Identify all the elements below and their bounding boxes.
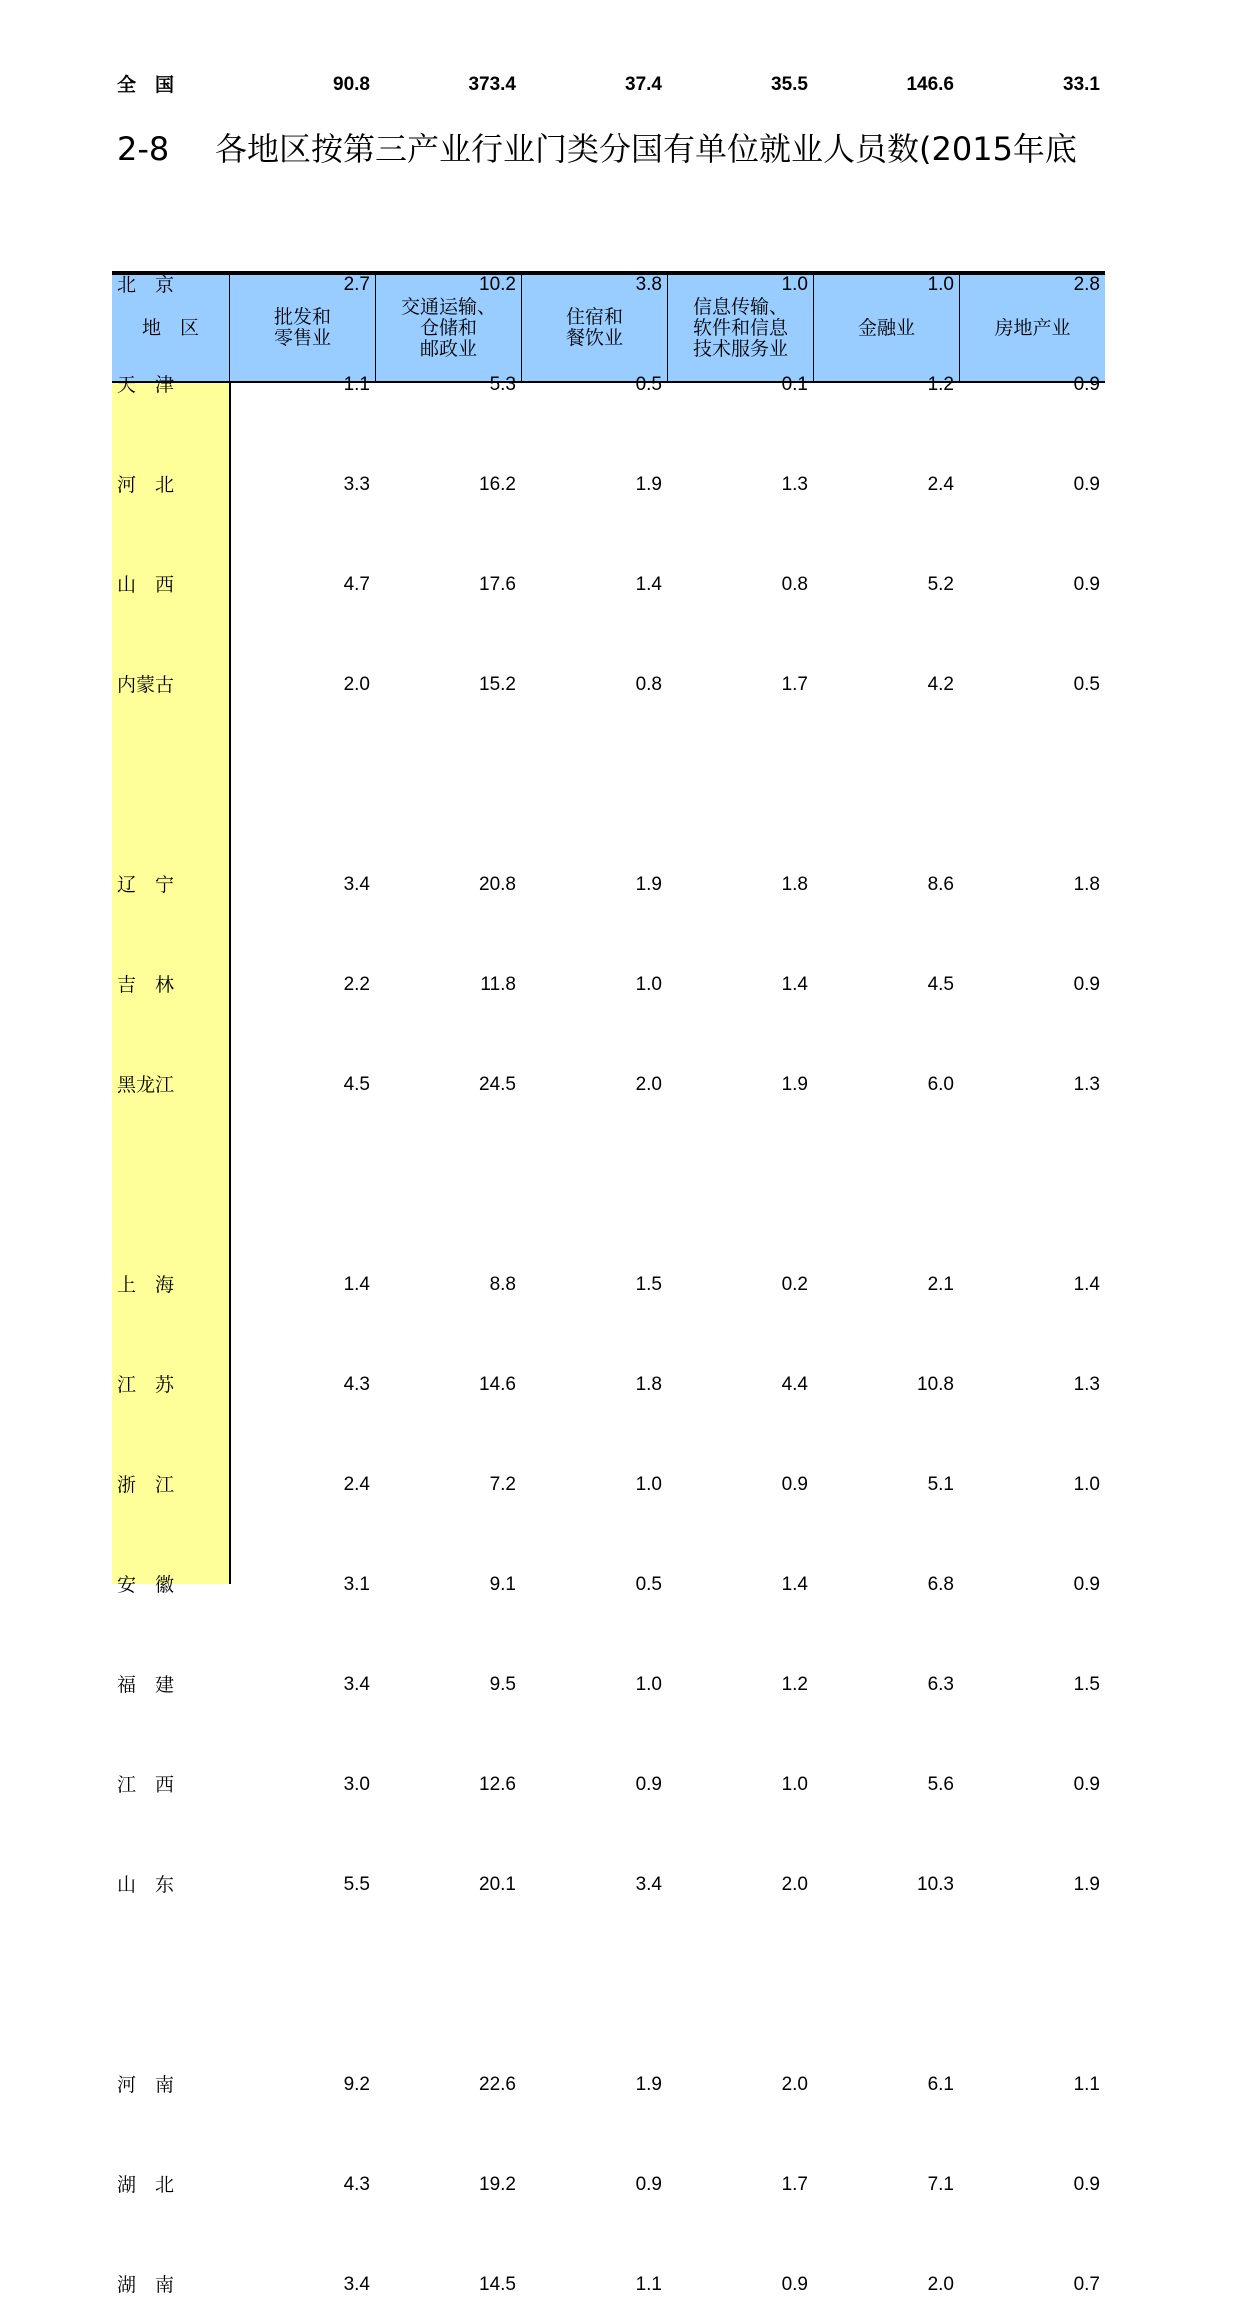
value-cell: 1.8: [1073, 874, 1100, 895]
value-cell: 1.0: [635, 1474, 662, 1495]
value-cell: 2.1: [927, 1274, 954, 1295]
value-cell: 1.9: [635, 474, 662, 495]
region-name: 辽 宁: [117, 874, 175, 896]
region-name: 山 西: [117, 574, 175, 596]
value-cell: 6.8: [927, 1574, 954, 1595]
value-cell: 0.9: [781, 1474, 808, 1495]
value-cell: 14.6: [479, 1374, 516, 1395]
value-cell: 19.2: [479, 2174, 516, 2195]
table-row: [112, 1767, 1105, 1803]
table-row: [112, 1067, 1105, 1103]
value-cell: 1.0: [635, 974, 662, 995]
value-cell: 0.9: [1073, 574, 1100, 595]
total-row: [112, 67, 1105, 103]
region-name: 天 津: [117, 374, 175, 396]
value-cell: 0.9: [781, 2274, 808, 2295]
value-cell: 20.8: [479, 874, 516, 895]
value-cell: 0.9: [1073, 974, 1100, 995]
table-row: [112, 967, 1105, 1003]
value-cell: 2.0: [927, 2274, 954, 2295]
value-cell: 14.5: [479, 2274, 516, 2295]
value-cell: 0.1: [781, 374, 808, 395]
value-cell: 5.6: [927, 1774, 954, 1795]
value-cell: 4.3: [343, 1374, 370, 1395]
value-cell: 4.5: [343, 1074, 370, 1095]
value-cell: 35.5: [771, 74, 808, 95]
value-cell: 0.9: [1073, 374, 1100, 395]
value-cell: 1.0: [927, 274, 954, 295]
value-cell: 33.1: [1063, 74, 1100, 95]
table-row: [112, 2167, 1105, 2203]
region-name: 湖 南: [117, 2274, 175, 2296]
value-cell: 3.1: [343, 1574, 370, 1595]
value-cell: 16.2: [479, 474, 516, 495]
value-cell: 1.9: [635, 874, 662, 895]
value-cell: 5.2: [927, 574, 954, 595]
region-name: 湖 北: [117, 2174, 175, 2196]
value-cell: 2.4: [343, 1474, 370, 1495]
value-cell: 0.5: [1073, 674, 1100, 695]
region-name: 全 国: [117, 74, 175, 96]
value-cell: 2.0: [781, 2074, 808, 2095]
value-cell: 1.5: [635, 1274, 662, 1295]
value-cell: 1.0: [781, 1774, 808, 1795]
value-cell: 1.3: [1073, 1374, 1100, 1395]
value-cell: 11.8: [480, 974, 516, 995]
value-cell: 9.1: [489, 1574, 516, 1595]
table-row: [112, 1267, 1105, 1303]
table-row: [112, 667, 1105, 703]
header-wholesale-retail: 批发和 零售业: [229, 275, 375, 381]
value-cell: 5.3: [489, 374, 516, 395]
value-cell: 1.9: [781, 1074, 808, 1095]
region-name: 内蒙古: [117, 674, 175, 696]
value-cell: 15.2: [479, 674, 516, 695]
value-cell: 1.8: [635, 1374, 662, 1395]
value-cell: 0.9: [635, 2174, 662, 2195]
value-cell: 1.8: [781, 874, 808, 895]
value-cell: 1.4: [343, 1274, 370, 1295]
region-name: 北 京: [117, 274, 175, 296]
value-cell: 5.5: [343, 1874, 370, 1895]
value-cell: 2.0: [635, 1074, 662, 1095]
region-name: 福 建: [117, 1674, 175, 1696]
value-cell: 1.1: [343, 374, 370, 395]
table-row: [112, 867, 1105, 903]
table-row: [112, 1467, 1105, 1503]
value-cell: 2.7: [343, 274, 370, 295]
table-row: [112, 1867, 1105, 1903]
value-cell: 20.1: [479, 1874, 516, 1895]
value-cell: 0.9: [1073, 474, 1100, 495]
region-name: 山 东: [117, 1874, 175, 1896]
table-row: [112, 567, 1105, 603]
value-cell: 6.3: [927, 1674, 954, 1695]
value-cell: 1.2: [927, 374, 954, 395]
table-row: [112, 1567, 1105, 1603]
value-cell: 3.4: [635, 1874, 662, 1895]
value-cell: 10.2: [479, 274, 516, 295]
value-cell: 1.7: [781, 674, 808, 695]
region-name: 上 海: [117, 1274, 175, 1296]
value-cell: 3.3: [343, 474, 370, 495]
value-cell: 1.3: [781, 474, 808, 495]
region-name: 江 苏: [117, 1374, 175, 1396]
region-name: 河 南: [117, 2074, 175, 2096]
value-cell: 1.9: [1073, 1874, 1100, 1895]
value-cell: 0.9: [1073, 1574, 1100, 1595]
region-name: 吉 林: [117, 974, 175, 996]
value-cell: 4.4: [781, 1374, 808, 1395]
value-cell: 4.2: [927, 674, 954, 695]
value-cell: 1.9: [635, 2074, 662, 2095]
value-cell: 2.8: [1073, 274, 1100, 295]
region-name: 黑龙江: [117, 1074, 175, 1096]
table-row: [112, 267, 1105, 303]
value-cell: 7.2: [489, 1474, 516, 1495]
header-transport: 交通运输、 仓储和 邮政业: [375, 275, 521, 381]
region-name: 浙 江: [117, 1474, 175, 1496]
value-cell: 9.2: [343, 2074, 370, 2095]
value-cell: 0.8: [781, 574, 808, 595]
value-cell: 1.4: [781, 974, 808, 995]
value-cell: 3.4: [343, 874, 370, 895]
header-finance: 金融业: [813, 275, 959, 381]
value-cell: 8.8: [489, 1274, 516, 1295]
value-cell: 1.1: [1073, 2074, 1100, 2095]
value-cell: 0.9: [1073, 2174, 1100, 2195]
region-name: 河 北: [117, 474, 175, 496]
table-title: 各地区按第三产业行业门类分国有单位就业人员数(2015年底: [215, 130, 1077, 168]
value-cell: 2.2: [343, 974, 370, 995]
value-cell: 5.1: [927, 1474, 954, 1495]
value-cell: 3.4: [343, 2274, 370, 2295]
value-cell: 10.3: [917, 1874, 954, 1895]
table-row: [112, 1367, 1105, 1403]
value-cell: 0.8: [635, 674, 662, 695]
value-cell: 6.1: [927, 2074, 954, 2095]
value-cell: 2.4: [927, 474, 954, 495]
header-real-estate: 房地产业: [959, 275, 1105, 381]
value-cell: 373.4: [468, 74, 516, 95]
header-information: 信息传输、 软件和信息 技术服务业: [667, 275, 813, 381]
value-cell: 4.7: [343, 574, 370, 595]
value-cell: 0.9: [635, 1774, 662, 1795]
value-cell: 1.4: [1073, 1274, 1100, 1295]
value-cell: 4.5: [927, 974, 954, 995]
value-cell: 22.6: [479, 2074, 516, 2095]
value-cell: 0.5: [635, 1574, 662, 1595]
region-name: 江 西: [117, 1774, 175, 1796]
value-cell: 37.4: [625, 74, 662, 95]
value-cell: 17.6: [479, 574, 516, 595]
value-cell: 0.5: [635, 374, 662, 395]
table-number: 2-8: [117, 130, 170, 168]
table-row: [112, 2267, 1105, 2303]
value-cell: 9.5: [489, 1674, 516, 1695]
value-cell: 1.0: [635, 1674, 662, 1695]
value-cell: 24.5: [479, 1074, 516, 1095]
value-cell: 2.0: [343, 674, 370, 695]
value-cell: 3.0: [343, 1774, 370, 1795]
value-cell: 12.6: [479, 1774, 516, 1795]
value-cell: 3.4: [343, 1674, 370, 1695]
region-name: 安 徽: [117, 1574, 175, 1596]
value-cell: 4.3: [343, 2174, 370, 2195]
value-cell: 1.3: [1073, 1074, 1100, 1095]
table-row: [112, 2067, 1105, 2103]
value-cell: 6.0: [927, 1074, 954, 1095]
value-cell: 8.6: [927, 874, 954, 895]
value-cell: 1.0: [781, 274, 808, 295]
table-row: [112, 367, 1105, 403]
value-cell: 1.2: [781, 1674, 808, 1695]
value-cell: 0.9: [1073, 1774, 1100, 1795]
table-row: [112, 467, 1105, 503]
header-region: 地 区: [141, 316, 199, 339]
value-cell: 1.0: [1073, 1474, 1100, 1495]
value-cell: 3.8: [635, 274, 662, 295]
value-cell: 1.1: [635, 2274, 662, 2295]
table-row: [112, 1667, 1105, 1703]
value-cell: 90.8: [333, 74, 370, 95]
value-cell: 1.5: [1073, 1674, 1100, 1695]
page-title: [117, 124, 1105, 174]
value-cell: 7.1: [927, 2174, 954, 2195]
value-cell: 1.4: [635, 574, 662, 595]
value-cell: 1.7: [781, 2174, 808, 2195]
value-cell: 10.8: [917, 1374, 954, 1395]
value-cell: 1.4: [781, 1574, 808, 1595]
header-accommodation: 住宿和 餐饮业: [521, 275, 667, 381]
value-cell: 0.7: [1073, 2274, 1100, 2295]
value-cell: 146.6: [906, 74, 954, 95]
value-cell: 0.2: [781, 1274, 808, 1295]
value-cell: 2.0: [781, 1874, 808, 1895]
